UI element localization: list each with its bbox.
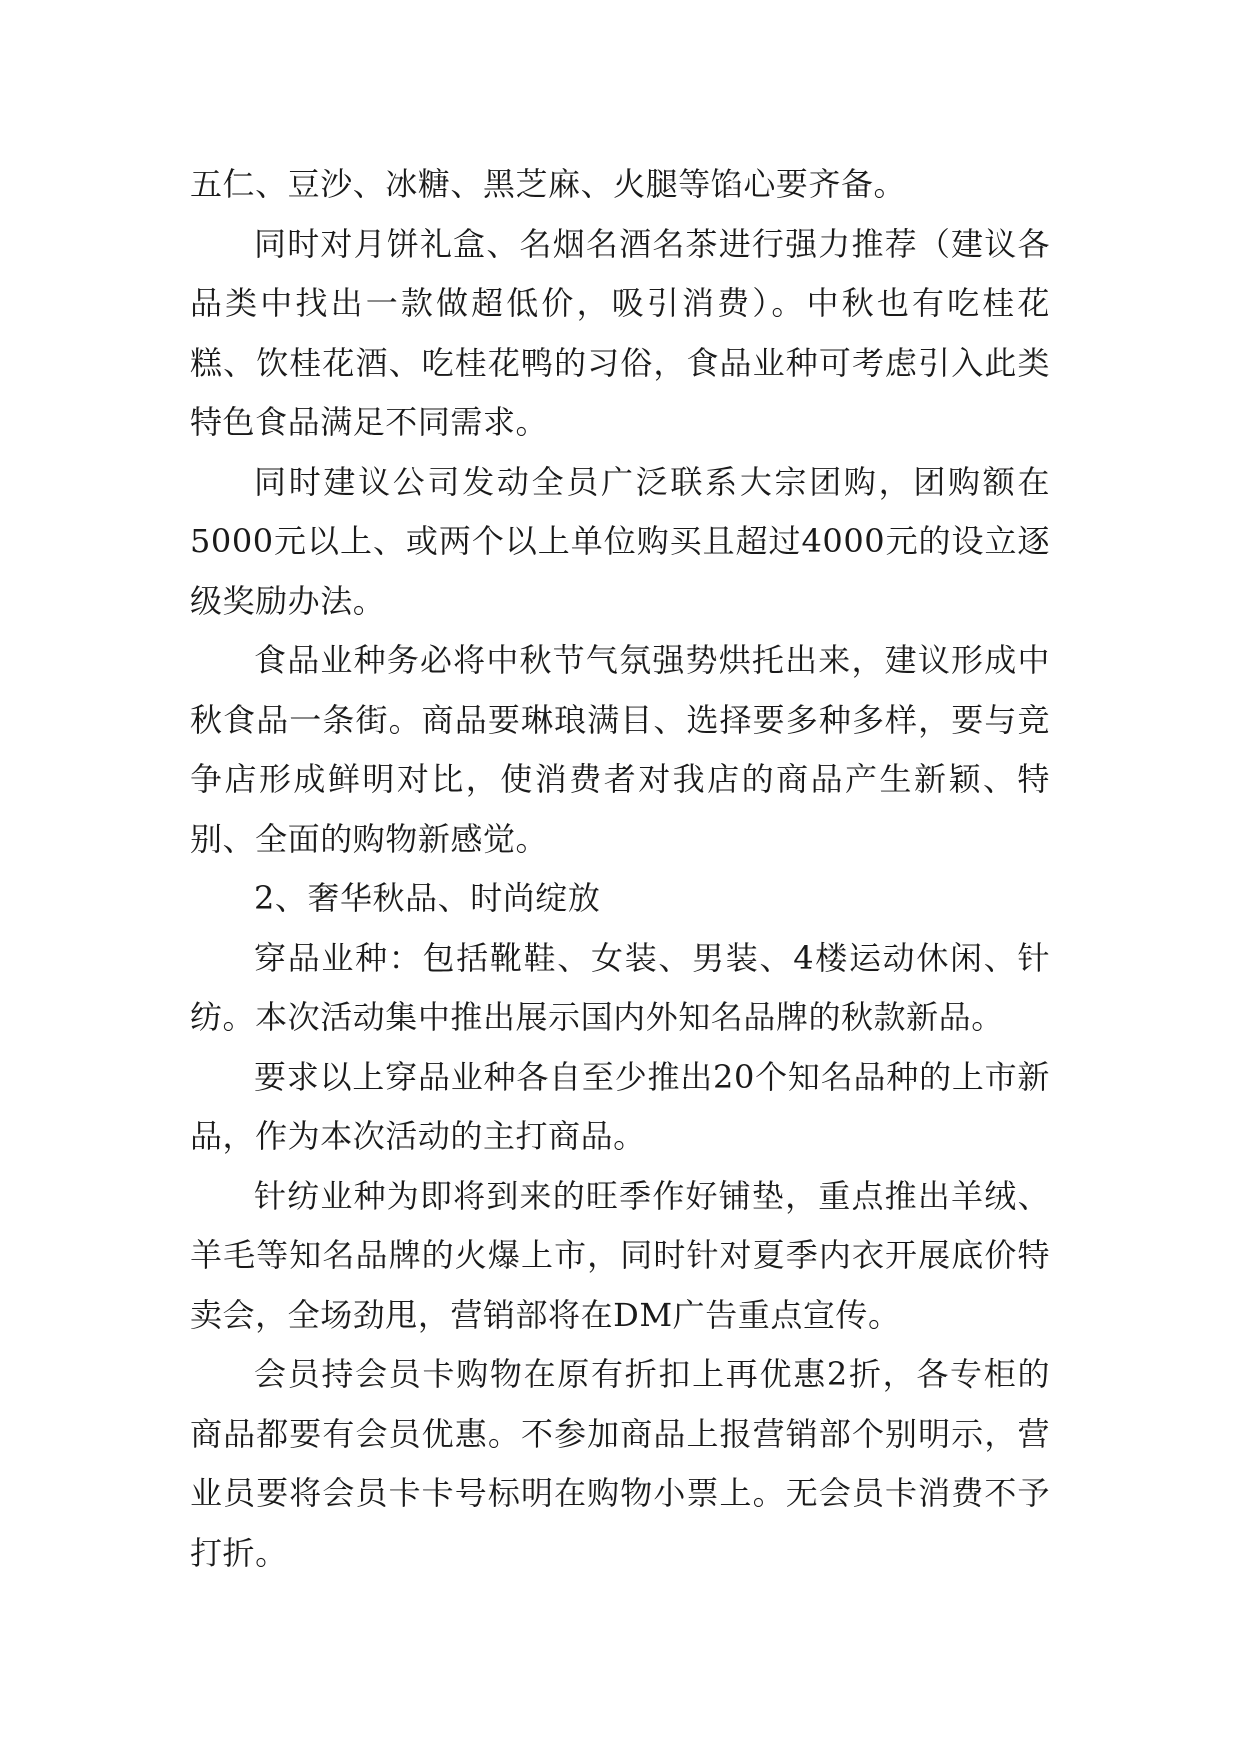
paragraph-apparel-categories: 穿品业种：包括靴鞋、女装、男装、4楼运动休闲、针纺。本次活动集中推出展示国内外知名品牌的秋款新品。: [190, 938, 1050, 1036]
paragraph-group-purchase: 同时建议公司发动全员广泛联系大宗团购，团购额在5000元以上、或两个以上单位购买且超过4000元的设立逐级奖励办法。: [190, 462, 1050, 620]
paragraph-knitwear: 针纺业种为即将到来的旺季作好铺垫，重点推出羊绒、羊毛等知名品牌的火爆上市，同时针对夏季内衣开展底价特卖会，全场劲甩，营销部将在DM广告重点宣传。: [190, 1176, 1050, 1334]
section-heading-autumn-fashion: 2、奢华秋品、时尚绽放: [254, 879, 601, 917]
document-body: [190, 155, 1050, 1583]
paragraph-gift-recommendation: 同时对月饼礼盒、名烟名酒名茶进行强力推荐（建议各品类中找出一款做超低价，吸引消费）。中秋也有吃桂花糕、饮桂花酒、吃桂花鸭的习俗，食品业种可考虑引入此类特色食品满足不同需求。: [190, 224, 1050, 441]
paragraph-food-atmosphere: 食品业种务必将中秋节气氛强势烘托出来，建议形成中秋食品一条街。商品要琳琅满目、选择要多种多样，要与竞争店形成鲜明对比，使消费者对我店的商品产生新颖、特别、全面的购物新感觉。: [190, 641, 1050, 858]
paragraph-member-discount: 会员持会员卡购物在原有折扣上再优惠2折，各专柜的商品都要有会员优惠。不参加商品上报营销部个别明示，营业员要将会员卡卡号标明在购物小票上。无会员卡消费不予打折。: [190, 1355, 1050, 1572]
paragraph-new-products-requirement: 要求以上穿品业种各自至少推出20个知名品种的上市新品，作为本次活动的主打商品。: [190, 1057, 1050, 1155]
paragraph-filling-list: 五仁、豆沙、冰糖、黑芝麻、火腿等馅心要齐备。: [190, 165, 907, 203]
